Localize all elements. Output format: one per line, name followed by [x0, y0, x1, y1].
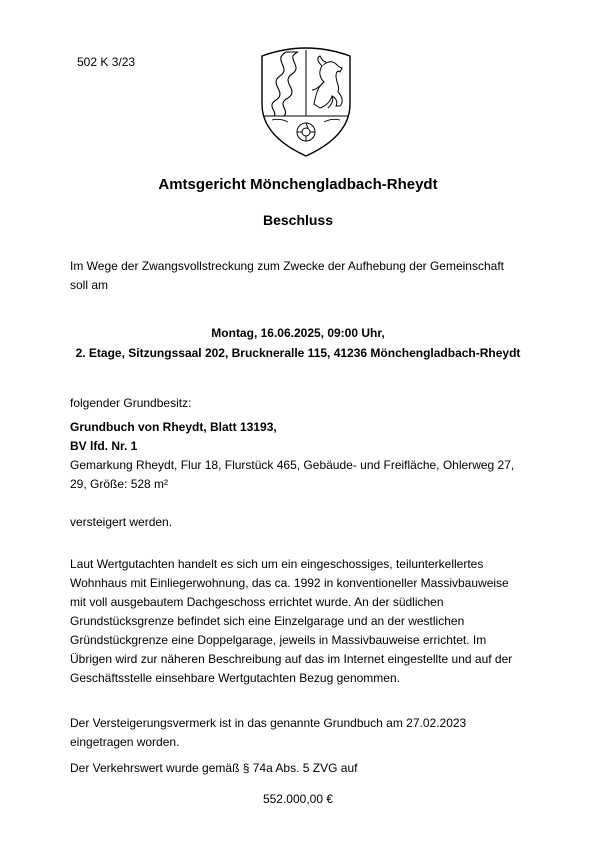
file-number: 502 K 3/23: [77, 55, 136, 69]
court-heading: Amtsgericht Mönchengladbach-Rheydt: [158, 176, 438, 193]
appraisal-line: Übrigen wird zur näheren Beschreibung auf das im Internet eingestellte und auf der: [70, 652, 513, 666]
registration-line: Der Versteigerungsvermerk ist in das genannte Grundbuch am 27.02.2023: [70, 716, 467, 730]
market-value: 552.000,00 €: [262, 792, 334, 806]
land-register: Grundbuch von Rheydt, Blatt 13193,: [70, 420, 277, 434]
intro-line: soll am: [70, 278, 109, 292]
property-description-line: 29, Größe: 528 m²: [70, 477, 169, 491]
market-value-phrase: Der Verkehrswert wurde gemäß § 74a Abs. 5 ZVG auf: [70, 761, 358, 775]
appointment-date: Montag, 16.06.2025, 09:00 Uhr,: [211, 326, 385, 340]
appraisal-line: Geschäftsstelle einsehbare Wertgutachten Bezug genommen.: [70, 671, 400, 685]
coat-of-arms-seal: [258, 46, 354, 158]
property-description-line: Gemarkung Rheydt, Flur 18, Flurstück 465, Gebäude- und Freifläche, Ohlerweg 27,: [70, 458, 515, 472]
registration-line: eingetragen worden.: [70, 735, 180, 749]
appraisal-line: Wohnhaus mit Einliegerwohnung, das ca. 1992 in konventioneller Massivbauweise: [70, 576, 509, 590]
property-intro: folgender Grundbesitz:: [70, 396, 192, 410]
property-section: [70, 394, 514, 494]
appraisal-line: Laut Wertgutachten handelt es sich um ein eingeschossiges, teilunterkellertes: [70, 557, 484, 571]
intro-text: [70, 257, 504, 295]
intro-line: Im Wege der Zwangsvollstreckung zum Zwecke der Aufhebung der Gemeinschaft: [70, 259, 504, 273]
inventory-item: BV lfd. Nr. 1: [70, 439, 138, 453]
auction-phrase: versteigert werden.: [70, 515, 173, 529]
appraisal-line: Gründstückgrenze eine Doppelgarage, jeweils in Massivbauweise errichtet. Im: [70, 633, 487, 647]
document-type-heading: Beschluss: [262, 212, 334, 228]
registration-paragraph: [70, 714, 466, 752]
appraisal-line: Grundstücksgrenze befindet sich eine Einzelgarage und an der westlichen: [70, 614, 465, 628]
appraisal-line: mit voll ausgebautem Dachgeschoss errichtet wurde. An der südlichen: [70, 595, 444, 609]
appraisal-paragraph: [70, 555, 512, 688]
appointment-location: 2. Etage, Sitzungssaal 202, Bruckneralle 115, 41236 Mönchengladbach-Rheydt: [75, 346, 521, 360]
